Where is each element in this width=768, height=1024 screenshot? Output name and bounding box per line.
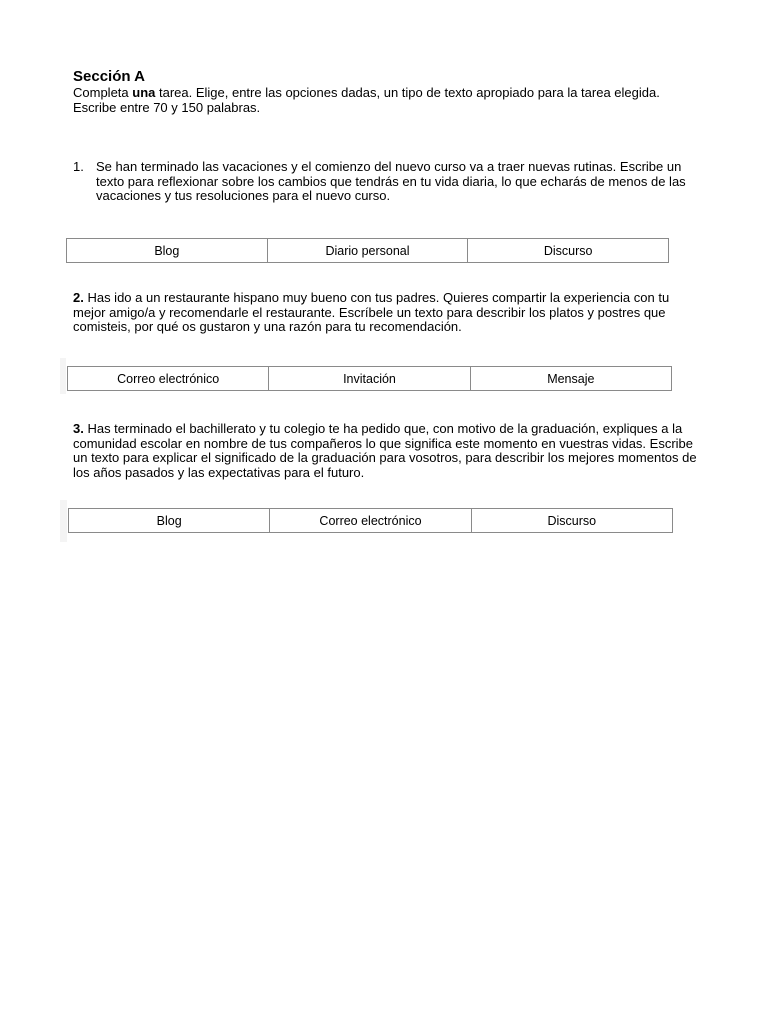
scan-shade: [60, 500, 67, 542]
task-3-option-1: Blog: [69, 509, 270, 532]
task-1: [73, 160, 693, 204]
task-2-text: Has ido a un restaurante hispano muy bueno con tus padres. Quieres compartir la experiencia con tu mejor amigo/a y recomendarle el restaurante. Escríbele un texto para describir los platos y postres que comisteis, por qué os gustaron y una razón para tu recomendación.: [73, 290, 670, 334]
task-2-options-table: [67, 366, 672, 391]
task-3-options-table: [68, 508, 673, 533]
instruction-line-1: [73, 86, 683, 101]
task-1-options-table: [66, 238, 669, 263]
task-3-option-3: Discurso: [547, 513, 597, 528]
task-2-number: 2.: [73, 290, 84, 305]
task-1-text: Se han terminado las vacaciones y el comienzo del nuevo curso va a traer nuevas rutinas. Escribe un texto para reflexionar sobre los cambios que tendrás en tu vida diaria, lo que echarás de menos de las vacaciones y tus resoluciones para el nuevo curso.: [96, 159, 686, 203]
section-title: Sección A: [73, 68, 145, 85]
task-1-option-3: Discurso: [543, 243, 593, 258]
task-1-number: 1.: [73, 159, 84, 174]
instruction-text-post: tarea. Elige, entre las opciones dadas, un tipo de texto apropiado para la tarea elegida.: [155, 85, 660, 100]
task-3-number: 3.: [73, 421, 84, 436]
task-3-option-2: Correo electrónico: [270, 509, 471, 532]
task-3: [73, 422, 698, 480]
instruction-line-2: Escribe entre 70 y 150 palabras.: [73, 99, 261, 115]
section-instructions: [73, 86, 683, 115]
instruction-emphasis: una: [132, 85, 156, 100]
task-3-text: Has terminado el bachillerato y tu colegio te ha pedido que, con motivo de la graduación, expliques a la comunidad escolar en nombre de tus compañeros lo que significa este momento en vuestras vidas. Escribe un texto para explicar el significado de la graduación para vosotros, para describir los mejores momentos de los años pasados y las expectativas para el futuro.: [73, 421, 697, 480]
task-1-option-2: Diario personal: [268, 239, 469, 262]
task-2-option-1: Correo electrónico: [68, 367, 269, 390]
instruction-text-pre: Completa: [73, 85, 133, 100]
scan-shade: [60, 358, 66, 394]
task-2: [73, 291, 698, 335]
task-1-option-1: Blog: [67, 239, 268, 262]
task-2-option-3: Mensaje: [547, 371, 595, 386]
task-2-option-2: Invitación: [269, 367, 470, 390]
